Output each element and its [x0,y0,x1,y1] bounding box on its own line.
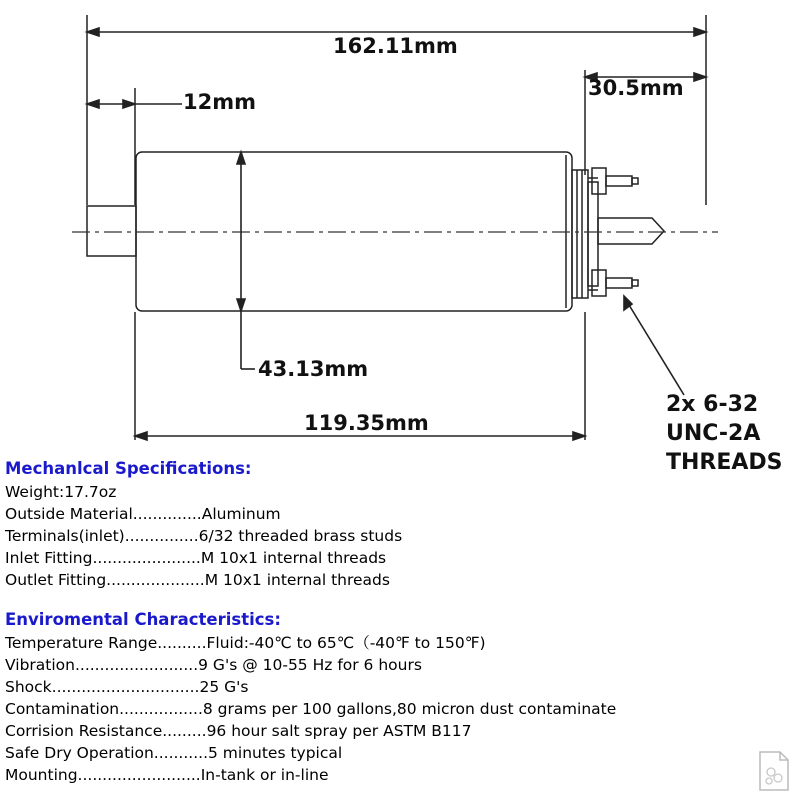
threads-note [666,390,783,477]
watermark-icon [754,748,794,794]
spec-row: Shock..............................25 G's [5,678,249,696]
environmental-specs-title: Enviromental Characteristics: [5,610,281,629]
dim-outlet-length: 30.5mm [588,76,684,100]
outlet-nozzle [598,218,664,244]
dim-body-length: 119.35mm [304,411,429,435]
spec-row: Inlet Fitting......................M 10x1 internal threads [5,549,387,567]
spec-row: Mounting.........................In-tank or in-line [5,766,329,784]
dim-inlet-length: 12mm [183,90,256,114]
threads-line: THREADS [666,450,783,475]
spec-row: Corrision Resistance.........96 hour salt spray per ASTM B117 [5,722,472,740]
terminal-stud-bottom [592,270,606,296]
dim-diameter: 43.13mm [258,357,369,381]
spec-row: Contamination.................8 grams per 100 gallons,80 micron dust contaminate [5,700,617,718]
environmental-specs-list [5,632,616,786]
spec-row: Outlet Fitting....................M 10x1 internal threads [5,571,390,589]
outlet-flange [572,170,588,298]
terminal-stud-top [592,168,606,194]
spec-row: Outside Material..............Aluminum [5,505,281,523]
dim-overall-length: 162.11mm [333,34,458,58]
spec-row: Vibration.........................9 G's @ 10-55 Hz for 6 hours [5,656,422,674]
spec-row: Temperature Range..........Fluid:-40℃ to 65℃（-40℉ to 150℉) [5,634,486,652]
threads-line: UNC-2A [666,421,761,446]
mechanical-specs-list [5,481,402,591]
mechanical-specs-title: Mechanlcal Specifications: [5,459,252,478]
spec-row: Safe Dry Operation...........5 minutes typical [5,744,343,762]
spec-row: Terminals(inlet)...............6/32 threaded brass studs [5,527,403,545]
spec-row: Weight:17.7oz [5,483,117,501]
threads-line: 2x 6-32 [666,392,759,417]
inlet-fitting [87,206,136,256]
